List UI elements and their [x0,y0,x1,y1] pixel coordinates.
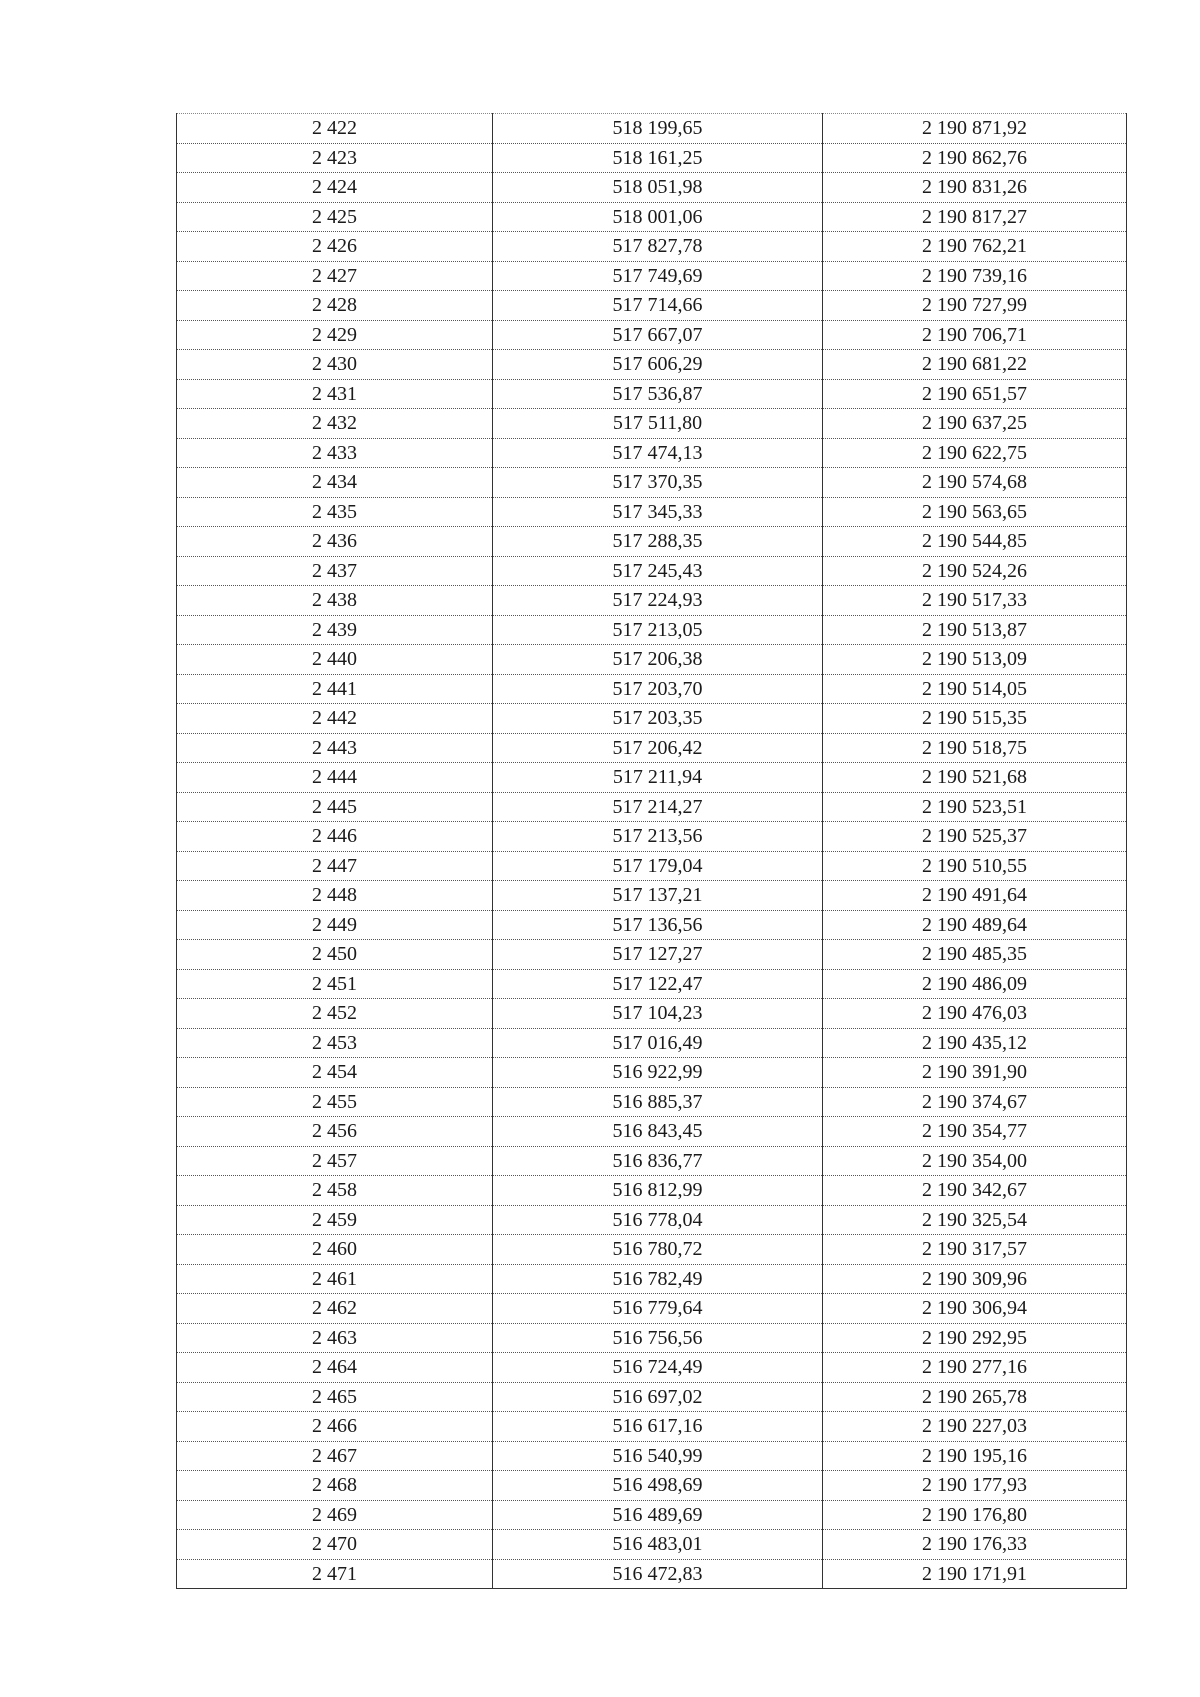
x-coordinate-cell: 517 206,42 [493,733,823,763]
y-coordinate-cell: 2 190 265,78 [823,1382,1127,1412]
point-number-cell: 2 422 [177,114,493,144]
x-coordinate-cell: 517 137,21 [493,881,823,911]
y-coordinate-cell: 2 190 706,71 [823,320,1127,350]
table-row [177,1058,1127,1088]
point-number-cell: 2 470 [177,1530,493,1560]
x-coordinate-cell: 517 213,56 [493,822,823,852]
table-row [177,1176,1127,1206]
x-coordinate-cell: 517 224,93 [493,586,823,616]
y-coordinate-cell: 2 190 306,94 [823,1294,1127,1324]
table-row [177,143,1127,173]
point-number-cell: 2 455 [177,1087,493,1117]
table-row [177,1500,1127,1530]
point-number-cell: 2 431 [177,379,493,409]
table-row [177,350,1127,380]
y-coordinate-cell: 2 190 563,65 [823,497,1127,527]
point-number-cell: 2 438 [177,586,493,616]
point-number-cell: 2 437 [177,556,493,586]
y-coordinate-cell: 2 190 374,67 [823,1087,1127,1117]
table-row [177,1441,1127,1471]
y-coordinate-cell: 2 190 171,91 [823,1559,1127,1589]
x-coordinate-cell: 517 213,05 [493,615,823,645]
x-coordinate-cell: 517 606,29 [493,350,823,380]
x-coordinate-cell: 516 756,56 [493,1323,823,1353]
x-coordinate-cell: 516 812,99 [493,1176,823,1206]
point-number-cell: 2 426 [177,232,493,262]
table-row [177,733,1127,763]
point-number-cell: 2 463 [177,1323,493,1353]
y-coordinate-cell: 2 190 518,75 [823,733,1127,763]
x-coordinate-cell: 516 885,37 [493,1087,823,1117]
x-coordinate-cell: 516 472,83 [493,1559,823,1589]
coordinates-table [176,113,1127,1589]
y-coordinate-cell: 2 190 681,22 [823,350,1127,380]
x-coordinate-cell: 517 749,69 [493,261,823,291]
table-row [177,792,1127,822]
point-number-cell: 2 469 [177,1500,493,1530]
point-number-cell: 2 466 [177,1412,493,1442]
x-coordinate-cell: 516 778,04 [493,1205,823,1235]
point-number-cell: 2 464 [177,1353,493,1383]
x-coordinate-cell: 517 016,49 [493,1028,823,1058]
y-coordinate-cell: 2 190 727,99 [823,291,1127,321]
x-coordinate-cell: 517 714,66 [493,291,823,321]
point-number-cell: 2 433 [177,438,493,468]
table-row [177,1353,1127,1383]
y-coordinate-cell: 2 190 176,33 [823,1530,1127,1560]
table-row [177,527,1127,557]
table-row [177,438,1127,468]
point-number-cell: 2 450 [177,940,493,970]
x-coordinate-cell: 516 782,49 [493,1264,823,1294]
y-coordinate-cell: 2 190 325,54 [823,1205,1127,1235]
point-number-cell: 2 445 [177,792,493,822]
point-number-cell: 2 461 [177,1264,493,1294]
y-coordinate-cell: 2 190 476,03 [823,999,1127,1029]
point-number-cell: 2 451 [177,969,493,999]
point-number-cell: 2 446 [177,822,493,852]
point-number-cell: 2 452 [177,999,493,1029]
y-coordinate-cell: 2 190 762,21 [823,232,1127,262]
table-row [177,910,1127,940]
y-coordinate-cell: 2 190 177,93 [823,1471,1127,1501]
table-row [177,232,1127,262]
table-row [177,586,1127,616]
table-row [177,1530,1127,1560]
y-coordinate-cell: 2 190 524,26 [823,556,1127,586]
point-number-cell: 2 444 [177,763,493,793]
table-row [177,645,1127,675]
table-row [177,261,1127,291]
x-coordinate-cell: 517 206,38 [493,645,823,675]
x-coordinate-cell: 518 051,98 [493,173,823,203]
point-number-cell: 2 424 [177,173,493,203]
x-coordinate-cell: 518 001,06 [493,202,823,232]
y-coordinate-cell: 2 190 513,09 [823,645,1127,675]
table-row [177,1205,1127,1235]
y-coordinate-cell: 2 190 831,26 [823,173,1127,203]
y-coordinate-cell: 2 190 515,35 [823,704,1127,734]
y-coordinate-cell: 2 190 817,27 [823,202,1127,232]
table-row [177,851,1127,881]
x-coordinate-cell: 517 827,78 [493,232,823,262]
x-coordinate-cell: 517 136,56 [493,910,823,940]
y-coordinate-cell: 2 190 514,05 [823,674,1127,704]
table-row [177,822,1127,852]
y-coordinate-cell: 2 190 739,16 [823,261,1127,291]
x-coordinate-cell: 517 245,43 [493,556,823,586]
x-coordinate-cell: 517 667,07 [493,320,823,350]
table-row [177,615,1127,645]
y-coordinate-cell: 2 190 574,68 [823,468,1127,498]
x-coordinate-cell: 516 836,77 [493,1146,823,1176]
table-row [177,1382,1127,1412]
x-coordinate-cell: 516 498,69 [493,1471,823,1501]
point-number-cell: 2 454 [177,1058,493,1088]
x-coordinate-cell: 517 203,70 [493,674,823,704]
point-number-cell: 2 432 [177,409,493,439]
point-number-cell: 2 457 [177,1146,493,1176]
table-row [177,291,1127,321]
y-coordinate-cell: 2 190 523,51 [823,792,1127,822]
table-row [177,1471,1127,1501]
point-number-cell: 2 449 [177,910,493,940]
table-row [177,379,1127,409]
x-coordinate-cell: 517 345,33 [493,497,823,527]
point-number-cell: 2 436 [177,527,493,557]
table-row [177,1087,1127,1117]
y-coordinate-cell: 2 190 525,37 [823,822,1127,852]
table-row [177,1146,1127,1176]
x-coordinate-cell: 517 370,35 [493,468,823,498]
y-coordinate-cell: 2 190 622,75 [823,438,1127,468]
y-coordinate-cell: 2 190 317,57 [823,1235,1127,1265]
table-row [177,704,1127,734]
point-number-cell: 2 443 [177,733,493,763]
table-row [177,320,1127,350]
table-row [177,999,1127,1029]
x-coordinate-cell: 516 489,69 [493,1500,823,1530]
table-row [177,1028,1127,1058]
table-row [177,969,1127,999]
y-coordinate-cell: 2 190 309,96 [823,1264,1127,1294]
x-coordinate-cell: 516 540,99 [493,1441,823,1471]
x-coordinate-cell: 518 199,65 [493,114,823,144]
point-number-cell: 2 458 [177,1176,493,1206]
point-number-cell: 2 439 [177,615,493,645]
table-row [177,763,1127,793]
table-row [177,1559,1127,1589]
table-row [177,674,1127,704]
point-number-cell: 2 429 [177,320,493,350]
y-coordinate-cell: 2 190 354,00 [823,1146,1127,1176]
y-coordinate-cell: 2 190 176,80 [823,1500,1127,1530]
x-coordinate-cell: 517 122,47 [493,969,823,999]
table-row [177,940,1127,970]
point-number-cell: 2 468 [177,1471,493,1501]
y-coordinate-cell: 2 190 292,95 [823,1323,1127,1353]
x-coordinate-cell: 517 288,35 [493,527,823,557]
point-number-cell: 2 428 [177,291,493,321]
point-number-cell: 2 427 [177,261,493,291]
x-coordinate-cell: 516 843,45 [493,1117,823,1147]
y-coordinate-cell: 2 190 489,64 [823,910,1127,940]
y-coordinate-cell: 2 190 521,68 [823,763,1127,793]
y-coordinate-cell: 2 190 435,12 [823,1028,1127,1058]
point-number-cell: 2 465 [177,1382,493,1412]
y-coordinate-cell: 2 190 491,64 [823,881,1127,911]
table-row [177,881,1127,911]
x-coordinate-cell: 517 511,80 [493,409,823,439]
point-number-cell: 2 423 [177,143,493,173]
point-number-cell: 2 471 [177,1559,493,1589]
y-coordinate-cell: 2 190 862,76 [823,143,1127,173]
x-coordinate-cell: 516 617,16 [493,1412,823,1442]
table-row [177,1235,1127,1265]
x-coordinate-cell: 517 203,35 [493,704,823,734]
y-coordinate-cell: 2 190 486,09 [823,969,1127,999]
table-row [177,1412,1127,1442]
point-number-cell: 2 440 [177,645,493,675]
x-coordinate-cell: 518 161,25 [493,143,823,173]
point-number-cell: 2 425 [177,202,493,232]
x-coordinate-cell: 517 214,27 [493,792,823,822]
point-number-cell: 2 456 [177,1117,493,1147]
y-coordinate-cell: 2 190 544,85 [823,527,1127,557]
x-coordinate-cell: 516 483,01 [493,1530,823,1560]
x-coordinate-cell: 517 474,13 [493,438,823,468]
table-row [177,497,1127,527]
y-coordinate-cell: 2 190 510,55 [823,851,1127,881]
table-row [177,173,1127,203]
y-coordinate-cell: 2 190 342,67 [823,1176,1127,1206]
table-row [177,114,1127,144]
x-coordinate-cell: 516 780,72 [493,1235,823,1265]
x-coordinate-cell: 516 724,49 [493,1353,823,1383]
point-number-cell: 2 448 [177,881,493,911]
point-number-cell: 2 467 [177,1441,493,1471]
x-coordinate-cell: 517 127,27 [493,940,823,970]
point-number-cell: 2 447 [177,851,493,881]
point-number-cell: 2 459 [177,1205,493,1235]
y-coordinate-cell: 2 190 651,57 [823,379,1127,409]
y-coordinate-cell: 2 190 517,33 [823,586,1127,616]
table-row [177,409,1127,439]
x-coordinate-cell: 517 536,87 [493,379,823,409]
x-coordinate-cell: 516 779,64 [493,1294,823,1324]
y-coordinate-cell: 2 190 354,77 [823,1117,1127,1147]
y-coordinate-cell: 2 190 277,16 [823,1353,1127,1383]
x-coordinate-cell: 517 179,04 [493,851,823,881]
y-coordinate-cell: 2 190 871,92 [823,114,1127,144]
point-number-cell: 2 434 [177,468,493,498]
table-row [177,1264,1127,1294]
y-coordinate-cell: 2 190 195,16 [823,1441,1127,1471]
x-coordinate-cell: 517 211,94 [493,763,823,793]
y-coordinate-cell: 2 190 391,90 [823,1058,1127,1088]
x-coordinate-cell: 516 922,99 [493,1058,823,1088]
y-coordinate-cell: 2 190 513,87 [823,615,1127,645]
point-number-cell: 2 453 [177,1028,493,1058]
y-coordinate-cell: 2 190 485,35 [823,940,1127,970]
table-row [177,468,1127,498]
point-number-cell: 2 441 [177,674,493,704]
x-coordinate-cell: 516 697,02 [493,1382,823,1412]
point-number-cell: 2 435 [177,497,493,527]
table-row [177,1323,1127,1353]
point-number-cell: 2 462 [177,1294,493,1324]
point-number-cell: 2 460 [177,1235,493,1265]
table-row [177,202,1127,232]
x-coordinate-cell: 517 104,23 [493,999,823,1029]
table-row [177,1294,1127,1324]
coordinates-table-body [177,114,1127,1589]
table-row [177,1117,1127,1147]
table-row [177,556,1127,586]
point-number-cell: 2 430 [177,350,493,380]
y-coordinate-cell: 2 190 637,25 [823,409,1127,439]
y-coordinate-cell: 2 190 227,03 [823,1412,1127,1442]
point-number-cell: 2 442 [177,704,493,734]
